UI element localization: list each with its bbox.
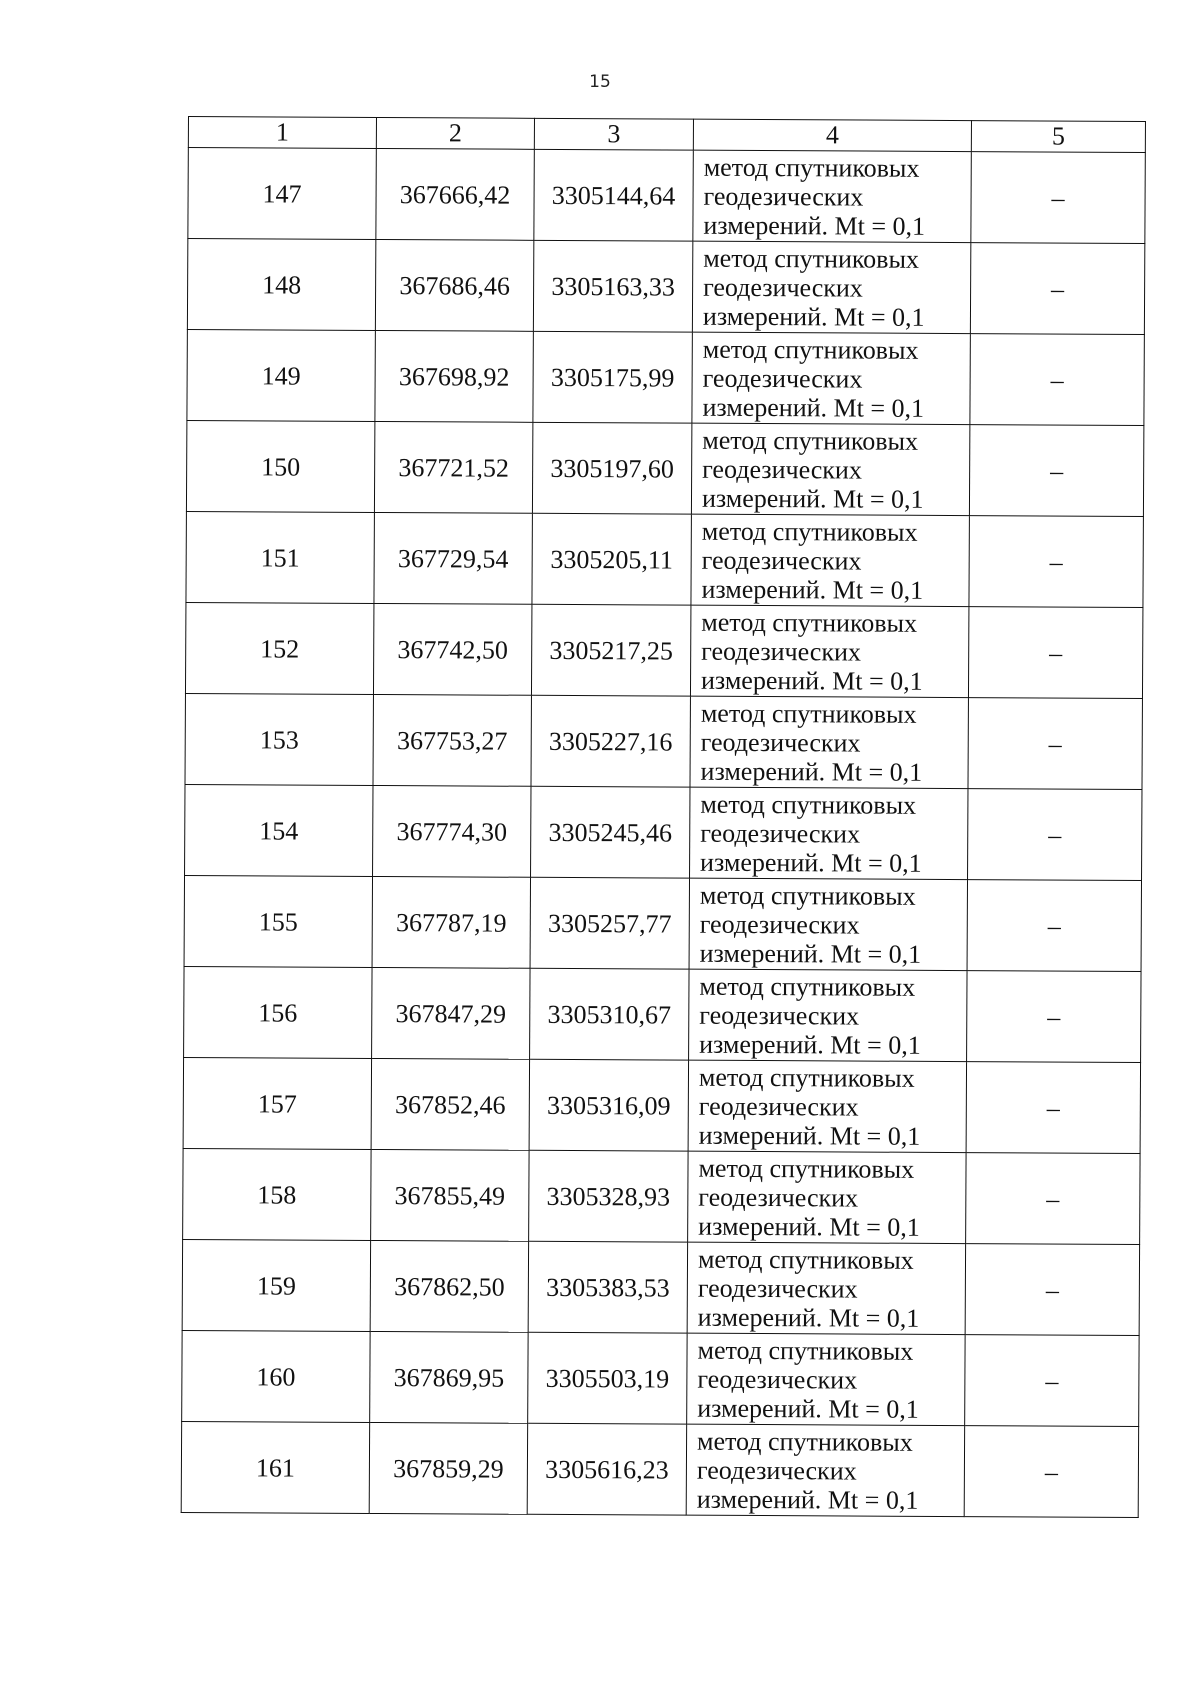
x-coordinate-cell: 367742,50: [373, 603, 531, 695]
table-row: [186, 420, 1143, 516]
table-row: [182, 1330, 1139, 1426]
table-row: [185, 602, 1142, 698]
x-coordinate-cell: 367721,52: [374, 421, 532, 513]
table-row: [183, 1148, 1140, 1244]
table-row: [183, 1057, 1140, 1153]
point-number-cell: 159: [182, 1239, 370, 1331]
y-coordinate-cell: 3305197,60: [532, 422, 691, 514]
method-line: измерений. Mt = 0,1: [699, 1029, 921, 1060]
method-line: метод спутниковых: [701, 607, 918, 638]
table-row: [182, 1239, 1139, 1335]
y-coordinate-cell: 3305227,16: [531, 695, 690, 787]
point-number-cell: 153: [185, 693, 373, 785]
header-cell-3: 3: [534, 118, 693, 150]
method-line: геодезических: [703, 181, 864, 212]
y-coordinate-cell: 3305163,33: [533, 240, 692, 332]
method-line: геодезических: [702, 363, 863, 394]
method-line: метод спутниковых: [699, 880, 916, 911]
point-number-cell: 157: [183, 1057, 371, 1149]
page-number: 15: [589, 72, 611, 92]
method-cell: [691, 514, 969, 606]
method-line: метод спутниковых: [702, 425, 919, 456]
method-line: метод спутниковых: [698, 1153, 915, 1184]
method-line: метод спутниковых: [701, 516, 918, 547]
x-coordinate-cell: 367698,92: [375, 330, 533, 422]
table-row: [185, 784, 1142, 880]
method-cell: [687, 1242, 965, 1334]
method-line: измерений. Mt = 0,1: [700, 847, 922, 878]
note-cell: [969, 516, 1143, 608]
x-coordinate-cell: 367753,27: [373, 694, 531, 786]
y-coordinate-cell: 3305175,99: [533, 331, 692, 423]
method-line: измерений. Mt = 0,1: [696, 1484, 919, 1515]
method-line: метод спутниковых: [700, 789, 917, 820]
x-coordinate-cell: 367787,19: [372, 876, 530, 968]
method-line: геодезических: [702, 454, 862, 485]
point-number-cell: 154: [185, 784, 373, 876]
note-dash: –: [1048, 729, 1062, 759]
table-row: [188, 148, 1145, 244]
y-coordinate-cell: 3305503,19: [528, 1332, 687, 1424]
y-coordinate-cell: 3305328,93: [529, 1150, 688, 1242]
note-cell: [965, 1335, 1139, 1427]
method-line: измерений. Mt = 0,1: [700, 665, 923, 696]
note-dash: –: [1050, 456, 1064, 486]
method-cell: [689, 878, 967, 970]
note-cell: [967, 880, 1141, 972]
note-cell: [968, 698, 1142, 790]
method-line: метод спутниковых: [703, 152, 920, 183]
note-dash: –: [1049, 638, 1063, 668]
method-line: геодезических: [698, 1182, 859, 1213]
method-line: метод спутниковых: [696, 1426, 913, 1457]
y-coordinate-cell: 3305616,23: [527, 1423, 686, 1515]
method-cell: [690, 605, 968, 697]
x-coordinate-cell: 367855,49: [371, 1149, 529, 1241]
method-line: геодезических: [697, 1364, 858, 1395]
note-cell: [967, 971, 1141, 1063]
note-cell: [966, 1062, 1140, 1154]
method-cell: [692, 332, 970, 424]
note-dash: –: [1045, 1366, 1059, 1396]
note-cell: [971, 152, 1145, 244]
note-cell: [970, 243, 1144, 335]
point-number-cell: 149: [187, 329, 375, 421]
x-coordinate-cell: 367666,42: [376, 148, 534, 240]
table-row: [181, 1421, 1138, 1517]
method-line: измерений. Mt = 0,1: [699, 938, 922, 969]
method-line: метод спутниковых: [700, 698, 917, 729]
method-line: метод спутниковых: [702, 334, 919, 365]
point-number-cell: 152: [185, 602, 373, 694]
note-cell: [968, 607, 1142, 699]
method-line: измерений. Mt = 0,1: [703, 210, 926, 241]
x-coordinate-cell: 367862,50: [370, 1240, 528, 1332]
method-line: геодезических: [699, 1000, 860, 1031]
method-line: геодезических: [698, 1091, 859, 1122]
note-dash: –: [1051, 183, 1065, 213]
table-row: [187, 329, 1144, 425]
method-cell: [690, 696, 968, 788]
method-cell: [688, 1151, 966, 1243]
note-cell: [968, 789, 1142, 881]
point-number-cell: 161: [181, 1421, 369, 1513]
method-cell: [692, 241, 970, 333]
x-coordinate-cell: 367729,54: [374, 512, 532, 604]
coordinates-table: [181, 116, 1146, 1518]
method-line: геодезических: [697, 1273, 858, 1304]
header-cell-1: 1: [188, 117, 376, 149]
header-cell-2: 2: [376, 117, 534, 149]
table-body: [181, 148, 1145, 1518]
note-dash: –: [1048, 820, 1062, 850]
point-number-cell: 160: [182, 1330, 370, 1422]
method-line: геодезических: [701, 545, 862, 576]
note-dash: –: [1046, 1093, 1060, 1123]
x-coordinate-cell: 367869,95: [370, 1331, 528, 1423]
note-dash: –: [1049, 547, 1063, 577]
note-cell: [969, 425, 1143, 517]
point-number-cell: 147: [188, 148, 376, 240]
method-line: измерений. Mt = 0,1: [701, 574, 924, 605]
method-line: измерений. Mt = 0,1: [698, 1211, 920, 1242]
x-coordinate-cell: 367859,29: [369, 1422, 527, 1514]
method-line: измерений. Mt = 0,1: [697, 1393, 919, 1424]
note-cell: [964, 1426, 1138, 1518]
method-line: геодезических: [700, 818, 861, 849]
x-coordinate-cell: 367774,30: [373, 785, 531, 877]
method-cell: [690, 787, 968, 879]
table-header: [188, 117, 1145, 153]
method-line: измерений. Mt = 0,1: [702, 392, 925, 423]
method-line: геодезических: [701, 636, 862, 667]
method-line: измерений. Mt = 0,1: [697, 1302, 920, 1333]
method-line: метод спутниковых: [703, 243, 920, 274]
method-line: геодезических: [696, 1455, 857, 1486]
method-line: измерений. Mt = 0,1: [701, 483, 924, 514]
y-coordinate-cell: 3305310,67: [530, 968, 689, 1060]
header-row: [188, 117, 1145, 153]
point-number-cell: 151: [186, 511, 374, 603]
point-number-cell: 158: [183, 1148, 371, 1240]
method-cell: [691, 423, 969, 515]
y-coordinate-cell: 3305316,09: [529, 1059, 688, 1151]
method-cell: [688, 1060, 966, 1152]
method-cell: [686, 1424, 964, 1516]
method-line: геодезических: [699, 909, 860, 940]
method-line: метод спутниковых: [697, 1244, 914, 1275]
note-dash: –: [1047, 911, 1061, 941]
point-number-cell: 150: [186, 420, 374, 512]
y-coordinate-cell: 3305205,11: [532, 513, 691, 605]
y-coordinate-cell: 3305383,53: [528, 1241, 687, 1333]
note-cell: [970, 334, 1144, 426]
x-coordinate-cell: 367852,46: [371, 1058, 529, 1150]
point-number-cell: 155: [184, 875, 372, 967]
x-coordinate-cell: 367686,46: [375, 239, 533, 331]
method-line: метод спутниковых: [699, 971, 916, 1002]
note-dash: –: [1050, 365, 1064, 395]
table-row: [185, 693, 1142, 789]
note-dash: –: [1047, 1002, 1061, 1032]
method-line: метод спутниковых: [698, 1062, 915, 1093]
note-dash: –: [1044, 1457, 1058, 1487]
method-line: измерений. Mt = 0,1: [702, 301, 925, 332]
note-cell: [965, 1244, 1139, 1336]
table-row: [187, 239, 1144, 335]
y-coordinate-cell: 3305245,46: [531, 786, 690, 878]
point-number-cell: 148: [187, 239, 375, 331]
method-line: геодезических: [700, 727, 861, 758]
x-coordinate-cell: 367847,29: [372, 967, 530, 1059]
y-coordinate-cell: 3305144,64: [534, 149, 693, 241]
method-line: измерений. Mt = 0,1: [698, 1120, 921, 1151]
method-line: измерений. Mt = 0,1: [700, 756, 923, 787]
table-row: [186, 511, 1143, 607]
method-cell: [693, 150, 971, 242]
method-cell: [689, 969, 967, 1061]
method-cell: [687, 1333, 965, 1425]
table-row: [184, 966, 1141, 1062]
table-row: [184, 875, 1141, 971]
note-cell: [966, 1153, 1140, 1245]
header-cell-4: 4: [693, 119, 971, 151]
header-cell-5: 5: [971, 121, 1145, 153]
point-number-cell: 156: [184, 966, 372, 1058]
y-coordinate-cell: 3305217,25: [531, 604, 690, 696]
note-dash: –: [1051, 274, 1065, 304]
method-line: метод спутниковых: [697, 1335, 914, 1366]
method-line: геодезических: [703, 272, 863, 303]
y-coordinate-cell: 3305257,77: [530, 877, 689, 969]
note-dash: –: [1045, 1275, 1059, 1305]
note-dash: –: [1046, 1184, 1060, 1214]
